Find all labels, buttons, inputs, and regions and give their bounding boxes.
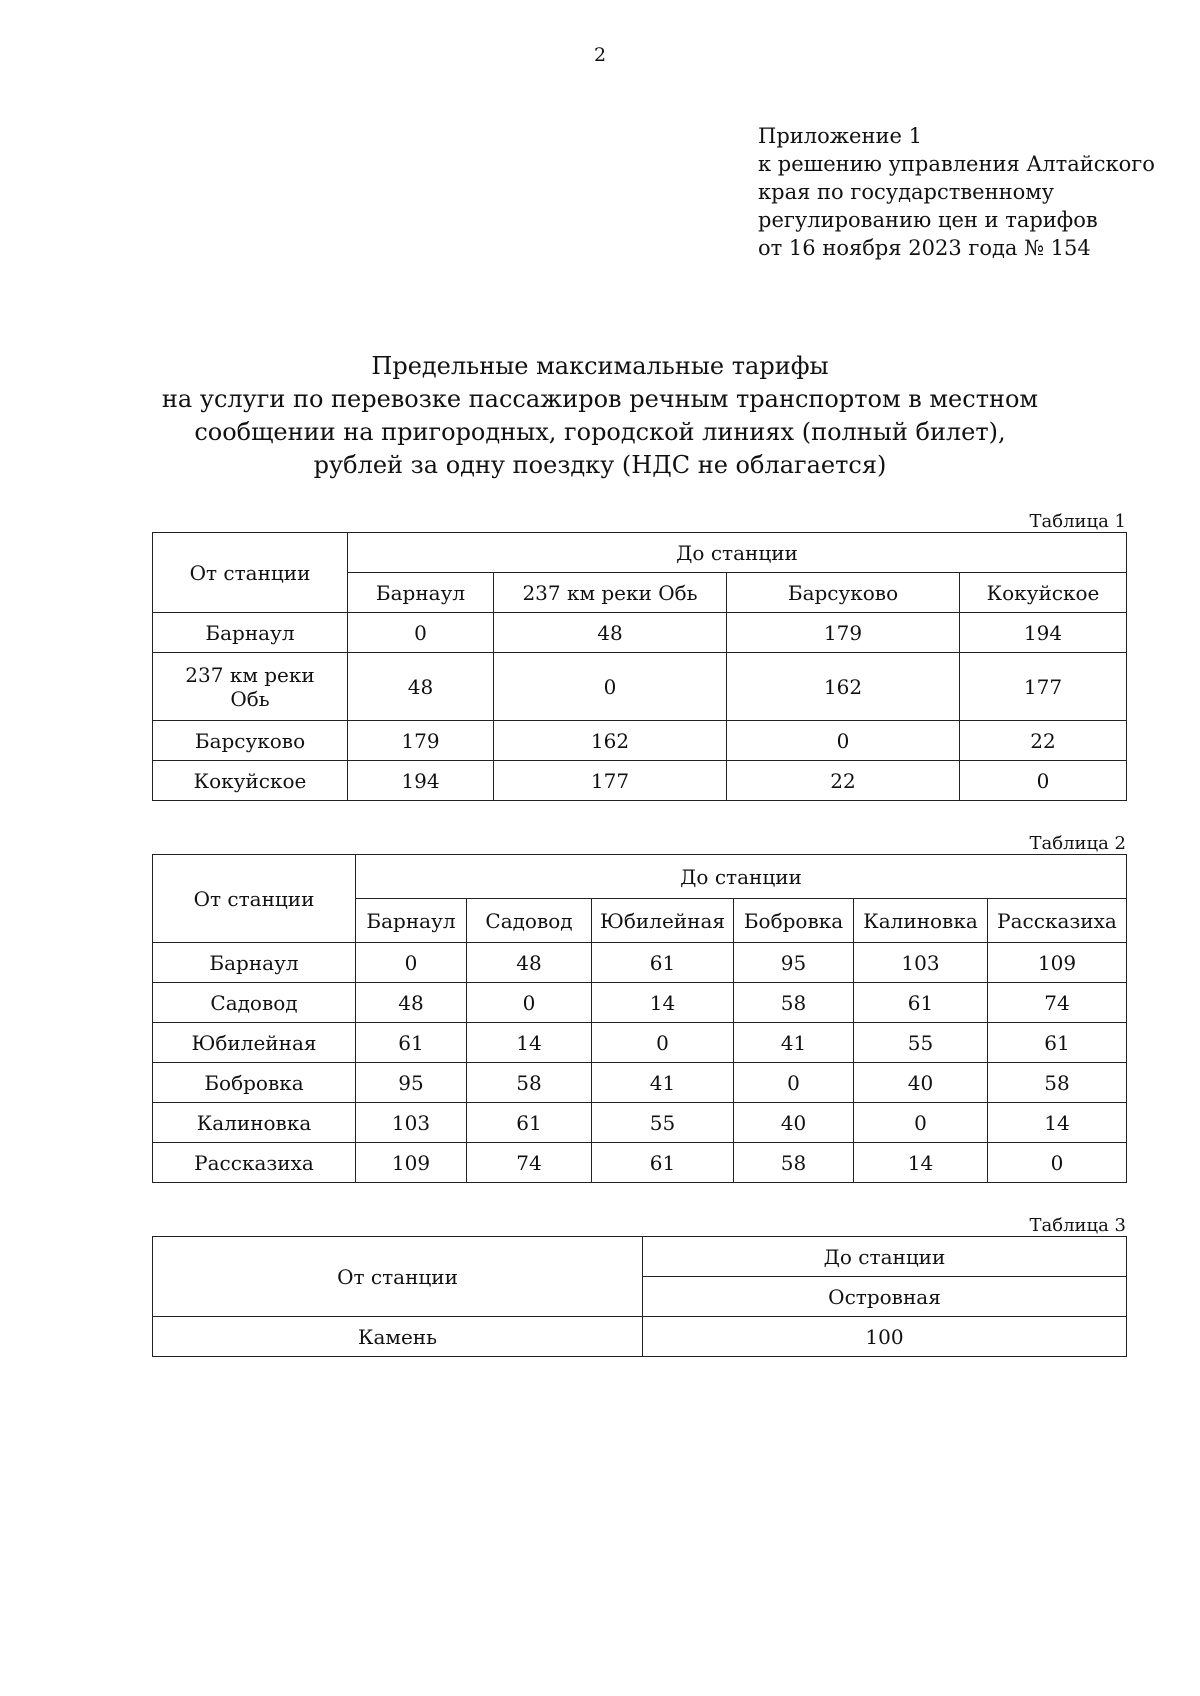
tariff-cell: 0 — [734, 1063, 854, 1103]
row-station: Барнаул — [153, 613, 348, 653]
tariff-cell: 0 — [988, 1143, 1127, 1183]
tariff-cell: 40 — [734, 1103, 854, 1143]
tariff-cell: 95 — [356, 1063, 467, 1103]
column-header: Рассказиха — [988, 899, 1127, 943]
appendix-line: края по государственному — [758, 180, 1054, 204]
tariff-cell: 55 — [592, 1103, 734, 1143]
column-header: Барнаул — [356, 899, 467, 943]
tariff-cell: 179 — [727, 613, 960, 653]
tariff-cell: 48 — [356, 983, 467, 1023]
tariff-cell: 14 — [988, 1103, 1127, 1143]
row-station: Бобровка — [153, 1063, 356, 1103]
tariff-cell: 103 — [356, 1103, 467, 1143]
row-station: Садовод — [153, 983, 356, 1023]
to-station-header: До станции — [643, 1237, 1127, 1277]
tariff-cell: 194 — [348, 761, 494, 801]
tariff-cell: 179 — [348, 721, 494, 761]
table-row — [153, 613, 1127, 653]
appendix-line: регулированию цен и тарифов — [758, 208, 1098, 232]
title-line: рублей за одну поездку (НДС не облагается) — [313, 451, 887, 479]
tariff-cell: 22 — [727, 761, 960, 801]
tariff-table-3 — [152, 1236, 1127, 1357]
title-line: на услуги по перевозке пассажиров речным транспортом в местном — [161, 385, 1039, 413]
tariff-cell: 14 — [467, 1023, 592, 1063]
tariff-cell: 0 — [467, 983, 592, 1023]
tariff-cell: 162 — [727, 653, 960, 721]
from-station-header: От станции — [153, 533, 348, 613]
tariff-cell: 58 — [734, 1143, 854, 1183]
row-station: Рассказиха — [153, 1143, 356, 1183]
tariff-cell: 41 — [592, 1063, 734, 1103]
tariff-cell: 177 — [960, 653, 1127, 721]
to-station-header: До станции — [348, 533, 1127, 573]
tariff-cell: 109 — [356, 1143, 467, 1183]
tariff-cell: 0 — [727, 721, 960, 761]
table2-caption: Таблица 2 — [1029, 833, 1126, 854]
table-row — [153, 1103, 1127, 1143]
row-station: Камень — [153, 1317, 643, 1357]
tariff-cell: 61 — [988, 1023, 1127, 1063]
tariff-cell: 103 — [854, 943, 988, 983]
title-line: сообщении на пригородных, городской линиях (полный билет), — [194, 418, 1006, 446]
row-station: Юбилейная — [153, 1023, 356, 1063]
tariff-cell: 177 — [494, 761, 727, 801]
tariff-cell: 61 — [592, 943, 734, 983]
tariff-cell: 61 — [356, 1023, 467, 1063]
table-row — [153, 653, 1127, 721]
column-header: Бобровка — [734, 899, 854, 943]
title-line: Предельные максимальные тарифы — [371, 352, 829, 380]
tariff-cell: 61 — [854, 983, 988, 1023]
tariff-cell: 22 — [960, 721, 1127, 761]
tariff-cell: 58 — [988, 1063, 1127, 1103]
table-row — [153, 721, 1127, 761]
appendix-line: к решению управления Алтайского — [758, 152, 1155, 176]
table-row — [153, 1143, 1127, 1183]
appendix-line: от 16 ноября 2023 года № 154 — [758, 236, 1091, 260]
tariff-table-2 — [152, 854, 1127, 1183]
column-header: Островная — [643, 1277, 1127, 1317]
column-header: Кокуйское — [960, 573, 1127, 613]
tariff-cell: 0 — [356, 943, 467, 983]
tariff-cell: 58 — [467, 1063, 592, 1103]
table-row — [153, 1063, 1127, 1103]
document-title — [0, 350, 1200, 482]
tariff-cell: 74 — [467, 1143, 592, 1183]
tariff-cell: 14 — [592, 983, 734, 1023]
tariff-cell: 162 — [494, 721, 727, 761]
tariff-cell: 194 — [960, 613, 1127, 653]
table3-caption: Таблица 3 — [1029, 1215, 1126, 1236]
tariff-cell: 0 — [348, 613, 494, 653]
tariff-cell: 0 — [960, 761, 1127, 801]
tariff-cell: 95 — [734, 943, 854, 983]
appendix-block — [758, 122, 1178, 262]
tariff-cell: 14 — [854, 1143, 988, 1183]
tariff-cell: 74 — [988, 983, 1127, 1023]
row-station: Калиновка — [153, 1103, 356, 1143]
tariff-cell: 109 — [988, 943, 1127, 983]
tariff-table-1 — [152, 532, 1127, 801]
to-station-header: До станции — [356, 855, 1127, 899]
tariff-cell: 100 — [643, 1317, 1127, 1357]
tariff-cell: 0 — [494, 653, 727, 721]
table-row — [153, 943, 1127, 983]
row-station: Барнаул — [153, 943, 356, 983]
row-station: Барсуково — [153, 721, 348, 761]
column-header: Юбилейная — [592, 899, 734, 943]
page-number: 2 — [593, 44, 607, 66]
column-header: Барсуково — [727, 573, 960, 613]
tariff-cell: 61 — [467, 1103, 592, 1143]
tariff-cell: 61 — [592, 1143, 734, 1183]
row-station: Кокуйское — [153, 761, 348, 801]
tariff-cell: 48 — [494, 613, 727, 653]
tariff-cell: 0 — [592, 1023, 734, 1063]
appendix-line: Приложение 1 — [758, 124, 922, 148]
column-header: Садовод — [467, 899, 592, 943]
row-station: 237 км реки Обь — [153, 653, 348, 721]
column-header: Барнаул — [348, 573, 494, 613]
from-station-header: От станции — [153, 855, 356, 943]
tariff-cell: 48 — [348, 653, 494, 721]
from-station-header: От станции — [153, 1237, 643, 1317]
column-header: Калиновка — [854, 899, 988, 943]
tariff-cell: 0 — [854, 1103, 988, 1143]
tariff-cell: 58 — [734, 983, 854, 1023]
tariff-cell: 40 — [854, 1063, 988, 1103]
table-row — [153, 983, 1127, 1023]
table1-caption: Таблица 1 — [1029, 511, 1126, 532]
table-row — [153, 1317, 1127, 1357]
column-header: 237 км реки Обь — [494, 573, 727, 613]
table-row — [153, 1023, 1127, 1063]
tariff-cell: 41 — [734, 1023, 854, 1063]
tariff-cell: 48 — [467, 943, 592, 983]
tariff-cell: 55 — [854, 1023, 988, 1063]
table-row — [153, 761, 1127, 801]
